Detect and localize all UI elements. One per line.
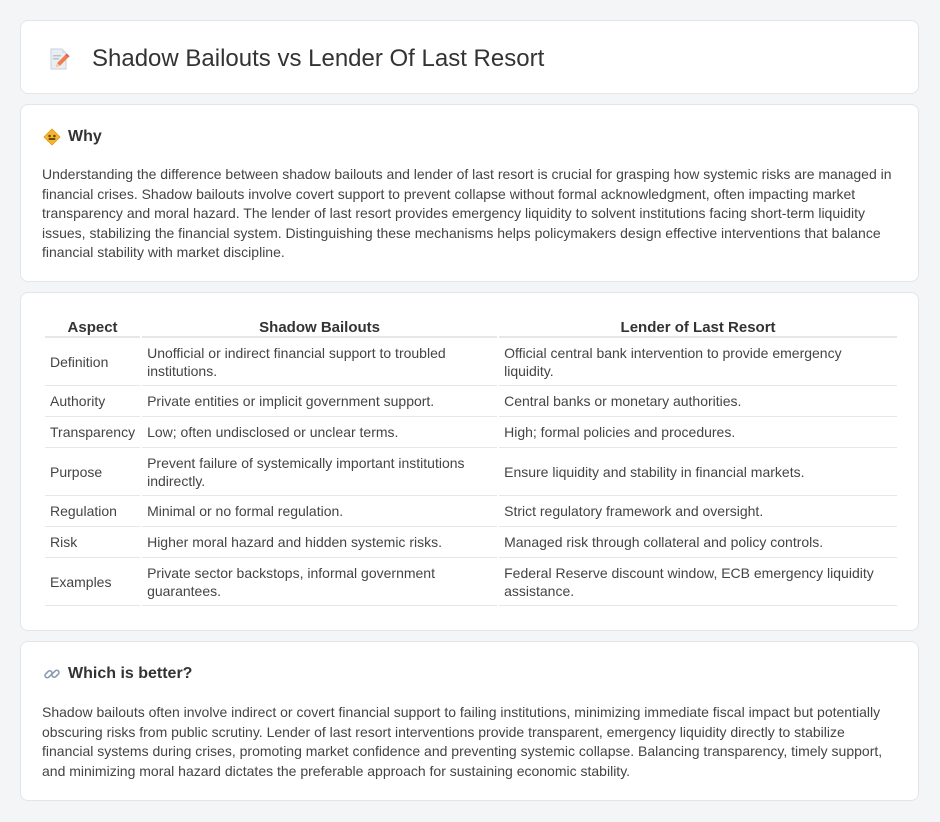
why-title: Why [68,128,102,145]
why-section [20,104,919,282]
table-row [45,529,897,558]
aspect-cell: Transparency [45,419,140,448]
aspect-cell: Purpose [45,450,140,496]
table-row [45,419,897,448]
header-lender-of-last-resort: Lender of Last Resort [499,314,897,338]
comparison-table [43,312,899,608]
table-row [45,450,897,496]
aspect-cell: Authority [45,388,140,417]
header-shadow-bailouts: Shadow Bailouts [142,314,497,338]
link-icon [43,665,61,683]
header-card [20,20,919,94]
shadow-bailouts-cell: Private entities or implicit government support. [142,388,497,417]
lender-cell: Managed risk through collateral and policy controls. [499,529,897,558]
header-aspect: Aspect [45,314,140,338]
table-row [45,388,897,417]
table-header-row [45,314,897,338]
why-heading [43,127,102,147]
aspect-cell: Risk [45,529,140,558]
which-is-better-text: Shadow bailouts often involve indirect or covert financial support to failing institutions, minimizing immediate fiscal impact but potentially obscuring risks from public scrutiny. Lender of last resort interventions provide transparent, emergency liquidity directly to stabilize financial systems during crises, promoting market confidence and preventing systemic collapse. Balancing transparency, timely support, and minimizing moral hazard dictates the preferable approach for sustaining economic stability. [42,704,883,779]
document-pencil-icon [47,47,71,71]
which-is-better-heading [43,664,192,684]
aspect-cell: Regulation [45,498,140,527]
table-row [45,340,897,386]
lender-cell: Ensure liquidity and stability in financial markets. [499,450,897,496]
lender-cell: Central banks or monetary authorities. [499,388,897,417]
shadow-bailouts-cell: Prevent failure of systemically important institutions indirectly. [142,450,497,496]
aspect-cell: Examples [45,560,140,606]
comparison-section [20,292,919,631]
lender-cell: Strict regulatory framework and oversight. [499,498,897,527]
table-row [45,560,897,606]
lender-cell: Official central bank intervention to provide emergency liquidity. [499,340,897,386]
shadow-bailouts-cell: Low; often undisclosed or unclear terms. [142,419,497,448]
table-row [45,498,897,527]
page-title: Shadow Bailouts vs Lender Of Last Resort [92,45,545,72]
why-text: Understanding the difference between shadow bailouts and lender of last resort is crucial for grasping how systemic risks are managed in financial crises. Shadow bailouts involve covert support to prevent collapse without formal acknowledgment, often impacting market transparency and moral hazard. The lender of last resort provides emergency liquidity to solvent institutions facing short-term liquidity issues, stabilizing the financial system. Distinguishing these mechanisms helps policymakers design effective interventions that balance financial stability with market discipline. [42,166,892,261]
shadow-bailouts-cell: Higher moral hazard and hidden systemic risks. [142,529,497,558]
diamond-sign-icon [43,128,61,146]
lender-cell: Federal Reserve discount window, ECB emergency liquidity assistance. [499,560,897,606]
lender-cell: High; formal policies and procedures. [499,419,897,448]
which-is-better-title: Which is better? [68,665,193,682]
which-is-better-section [20,641,919,801]
aspect-cell: Definition [45,340,140,386]
shadow-bailouts-cell: Unofficial or indirect financial support to troubled institutions. [142,340,497,386]
shadow-bailouts-cell: Private sector backstops, informal government guarantees. [142,560,497,606]
shadow-bailouts-cell: Minimal or no formal regulation. [142,498,497,527]
